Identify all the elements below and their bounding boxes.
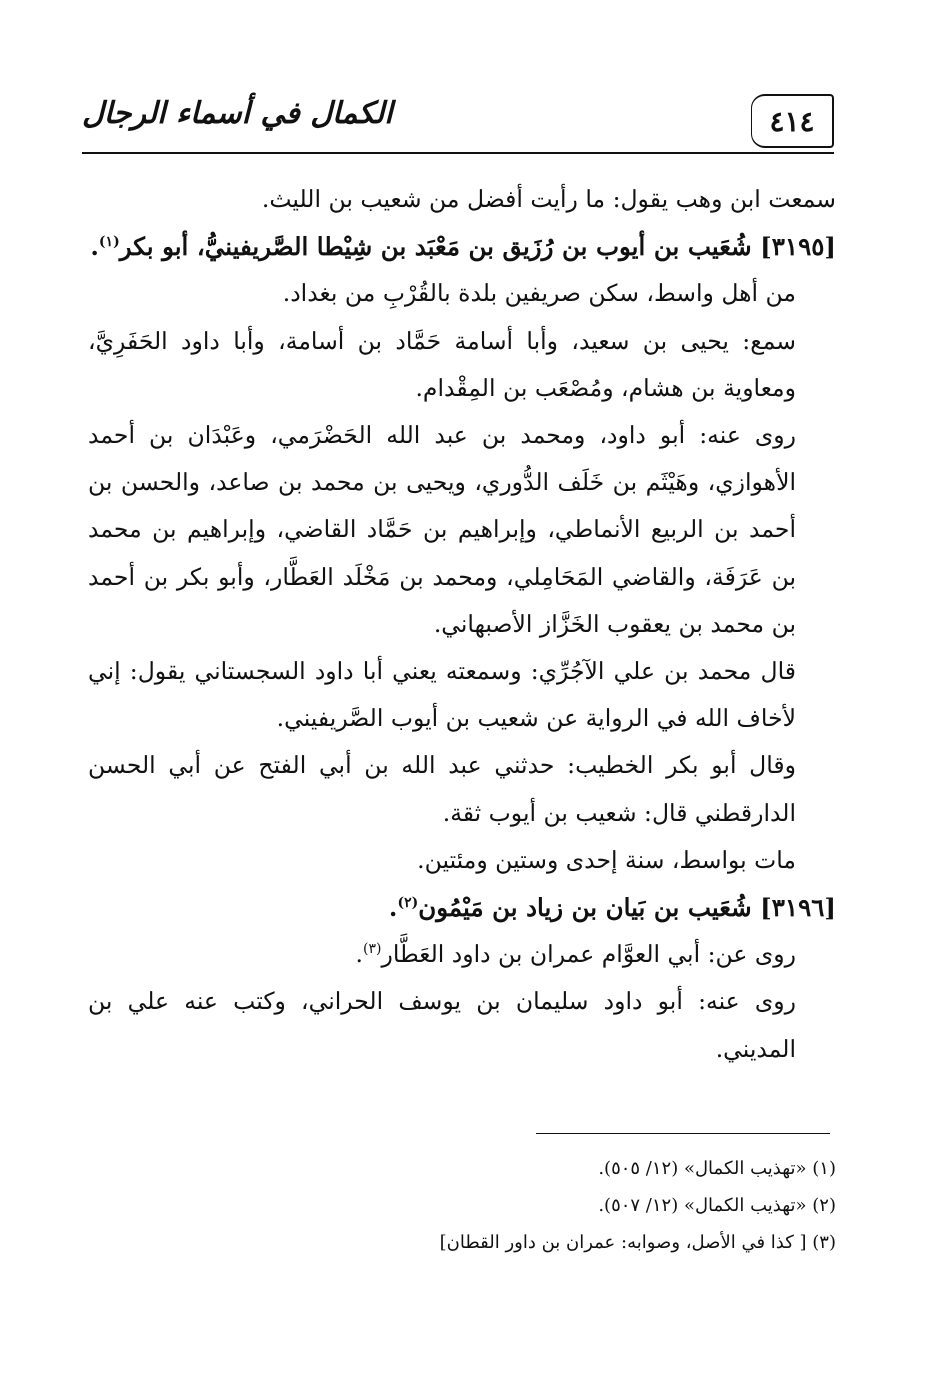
paragraph-students: روى عنه: أبو داود، ومحمد بن عبد الله الحَضْرَمي، وعَبْدَان بن أحمد الأهوازي، وهَيْثَم بن خَلَف الدُّوري، ويحيى بن محمد بن صاعد، والحسن بن أحمد بن الربيع الأنماطي، وإبراهيم بن حَمَّاد القاضي، وإبراهيم بن محمد بن عَرَفَة، والقاضي المَحَامِلي، ومحمد بن مَخْلَد العَطَّار، وأبو بكر بن أحمد بن محمد بن يعقوب الخَزَّاز الأصبهاني. [88,421,796,638]
footnote-3: (٣) [ كذا في الأصل، وصوابه: عمران بن داور القطان] [439,1232,836,1253]
footnote-1: (١) «تهذيب الكمال» (١٢/ ٥٠٥). [598,1158,836,1179]
footnote-ref: (٢) [397,894,419,911]
main-text [88,176,836,1073]
paragraph-opening: سمعت ابن وهب يقول: ما رأيت أفضل من شعيب بن الليث. [261,185,836,213]
paragraph-ajurri-quote: قال محمد بن علي الآجُرِّي: وسمعته يعني أبا داود السجستاني يقول: إني لأخاف الله في الرواية عن شعيب بن أيوب الصَّريفيني. [88,657,796,733]
paragraph-narrated-by: روى عنه: أبو داود سليمان بن يوسف الحراني، وكتب عنه علي بن المديني. [88,987,796,1063]
page-header [82,92,834,154]
page-number: ٤١٤ [751,94,834,148]
entry-heading-3196: [٣١٩٦] شُعَيب بن بَيان بن زياد بن مَيْمُون$^{(٢)}$. [388,893,836,923]
footnotes [300,1150,836,1261]
footnote-ref: (١) [98,234,120,251]
book-title: الكمال في أسماء الرجال [82,96,393,131]
footnote-separator [536,1133,830,1134]
paragraph-narrated-from: روى عن: أبي العوَّام عمران بن داود العَطَّار$^{(٣)}$. [355,940,796,969]
paragraph-origin: من أهل واسط، سكن صريفين بلدة بالقُرْبِ من بغداد. [282,279,796,308]
header-rule [82,152,834,154]
paragraph-khatib-quote: وقال أبو بكر الخطيب: حدثني عبد الله بن أبي الفتح عن أبي الحسن الدارقطني قال: شعيب بن أيوب ثقة. [88,751,796,827]
footnote-2: (٢) «تهذيب الكمال» (١٢/ ٥٠٧). [598,1195,836,1216]
entry-heading-3195: [٣١٩٥] شُعَيب بن أيوب بن رُزَيق بن مَعْبَد بن شِيْطا الصَّريفينيُّ، أبو بكر$^{(١)}$. [90,232,836,262]
paragraph-teachers: سمع: يحيى بن سعيد، وأبا أسامة حَمَّاد بن أسامة، وأبا داود الحَفَرِيَّ، ومعاوية بن هشام، ومُصْعَب بن المِقْدام. [88,326,796,402]
paragraph-death: مات بواسط، سنة إحدى وستين ومئتين. [417,845,796,874]
footnote-ref: (٣) [363,941,382,958]
